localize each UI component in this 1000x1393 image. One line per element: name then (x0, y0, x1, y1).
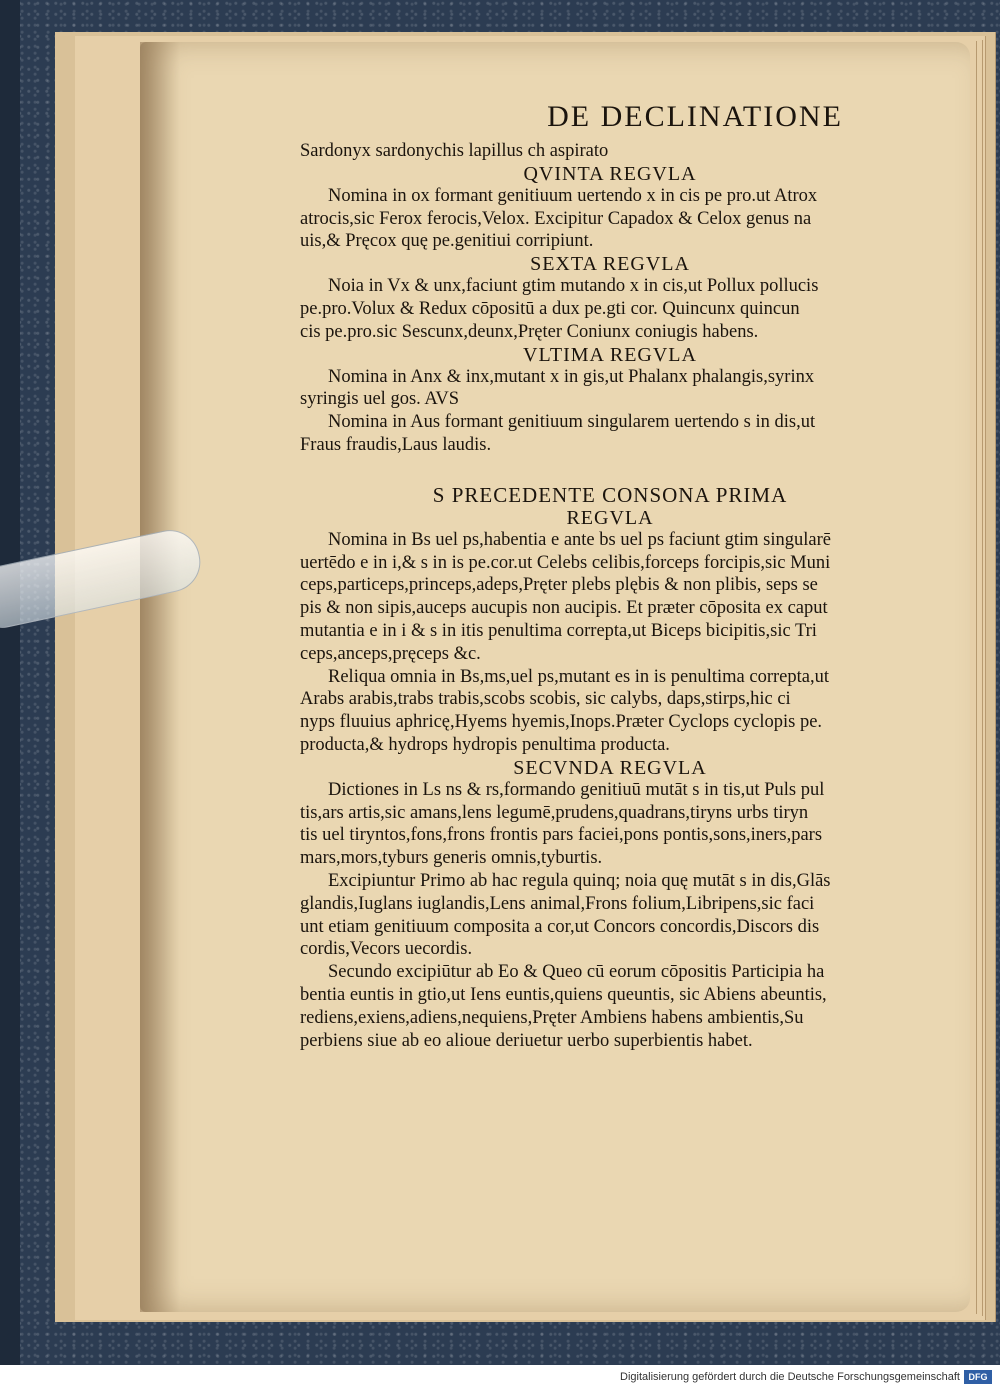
rule-heading: VLTIMA REGVLA (523, 343, 697, 366)
running-head: DE DECLINATIONE (547, 100, 843, 133)
text-line: unt etiam genitiuum composita a cor,ut Concors concordis,Discors dis (300, 916, 820, 937)
text-line: ceps,anceps,pręceps &c. (300, 643, 481, 664)
text-line: pe.pro.Volux & Redux cōpositū a dux pe.gti cor. Quincunx quincun (300, 298, 800, 319)
text-line: mutantia e in i & s in itis penultima correpta,ut Biceps bicipitis,sic Tri (300, 620, 817, 641)
text-line: Nomina in ox formant genitiuum uertendo x in cis pe pro.ut Atrox (328, 185, 818, 206)
text-line: Sardonyx sardonychis lapillus ch aspirato (300, 141, 609, 161)
text-line: tis,ars artis,sic amans,lens legumē,prudens,quadrans,tiryns urbs tiryn (300, 802, 809, 823)
text-line: pis & non sipis,auceps aucupis non aucipis. Et præter cōposita ex caput (300, 598, 828, 619)
text-line: producta,& hydrops hydropis penultima producta. (300, 734, 670, 755)
dfg-logo-icon: DFG (964, 1370, 992, 1384)
text-line: Arabs arabis,trabs trabis,scobs scobis, sic calybs, daps,stirps,hic ci (300, 689, 791, 710)
text-line: Nomina in Anx & inx,mutant x in gis,ut Phalanx phalangis,syrinx (328, 366, 815, 387)
text-line: Excipiuntur Primo ab hac regula quinq; noia quę mutāt s in dis,Glās (328, 870, 831, 891)
text-line: Nomina in Bs uel ps,habentia e ante bs uel ps faciunt gtim singularē (328, 529, 831, 550)
text-line: Noia in Vx & unx,faciunt gtim mutando x in cis,ut Pollux pollucis (328, 276, 819, 297)
rule-heading: SECVNDA REGVLA (513, 756, 707, 779)
text-line: Nomina in Aus formant genitiuum singularem uertendo s in dis,ut (328, 412, 816, 433)
gutter-shadow (140, 42, 180, 1312)
footer-bar (0, 1365, 1000, 1393)
text-line: rediens,exiens,adiens,nequiens,Pręter Ambiens habens ambientis,Su (300, 1007, 804, 1028)
text-line: ceps,particeps,princeps,adeps,Pręter plebs plębis & non plibis, seps se (300, 575, 818, 596)
text-line: tis uel tiryntos,fons,frons frontis pars faciei,pons pontis,sons,iners,pars (300, 825, 823, 846)
rule-heading: REGVLA (566, 506, 654, 529)
text-line: syringis uel gos. AVS (300, 389, 459, 410)
text-line: atrocis,sic Ferox ferocis,Velox. Excipitur Capadox & Celox genus na (300, 208, 812, 229)
text-line: Secundo excipiūtur ab Eo & Queo cū eorum cōpositis Participia ha (328, 962, 825, 983)
text-blocks (300, 140, 920, 1052)
text-line: Reliqua omnia in Bs,ms,uel ps,mutant es in is penultima correpta,ut (328, 666, 829, 687)
spine-edge (0, 0, 20, 1365)
text-line: uis,& Pręcox quę pe.genitiui corripiunt. (300, 231, 594, 252)
text-line: Fraus fraudis,Laus laudis. (300, 434, 492, 455)
text-line: uertēdo e in i,& s in is pe.cor.ut Celebs celibis,forceps forcipis,sic Muni (300, 552, 831, 573)
footer-credit: Digitalisierung gefördert durch die Deutsche Forschungsgemeinschaft (620, 1371, 960, 1383)
text-line: nyps fluuius aphricę,Hyems hyemis,Inops.Præter Cyclops cyclopis pe. (300, 712, 823, 733)
rule-heading: SEXTA REGVLA (530, 253, 690, 276)
text-line: mars,mors,tyburs generis omnis,tyburtis. (300, 848, 603, 869)
rule-heading: QVINTA REGVLA (523, 162, 697, 185)
text-line: perbiens siue ab eo alioue deriuetur uerbo superbientis habet. (300, 1030, 753, 1051)
text-line: cordis,Vecors uecordis. (300, 939, 473, 960)
section-heading: S PRECEDENTE CONSONA PRIMA (432, 482, 788, 507)
text-line: glandis,Iuglans iuglandis,Lens animal,Frons folium,Libripens,sic faci (300, 893, 815, 914)
page-text (300, 100, 920, 1052)
text-line: cis pe.pro.sic Sescunx,deunx,Pręter Coniunx coniugis habens. (300, 321, 759, 342)
text-line: Dictiones in Ls ns & rs,formando genitiuū mutāt s in tis,ut Puls pul (328, 779, 825, 800)
text-line: bentia euntis in gtio,ut Iens euntis,quiens queuntis, sic Abiens abeuntis, (300, 984, 827, 1005)
